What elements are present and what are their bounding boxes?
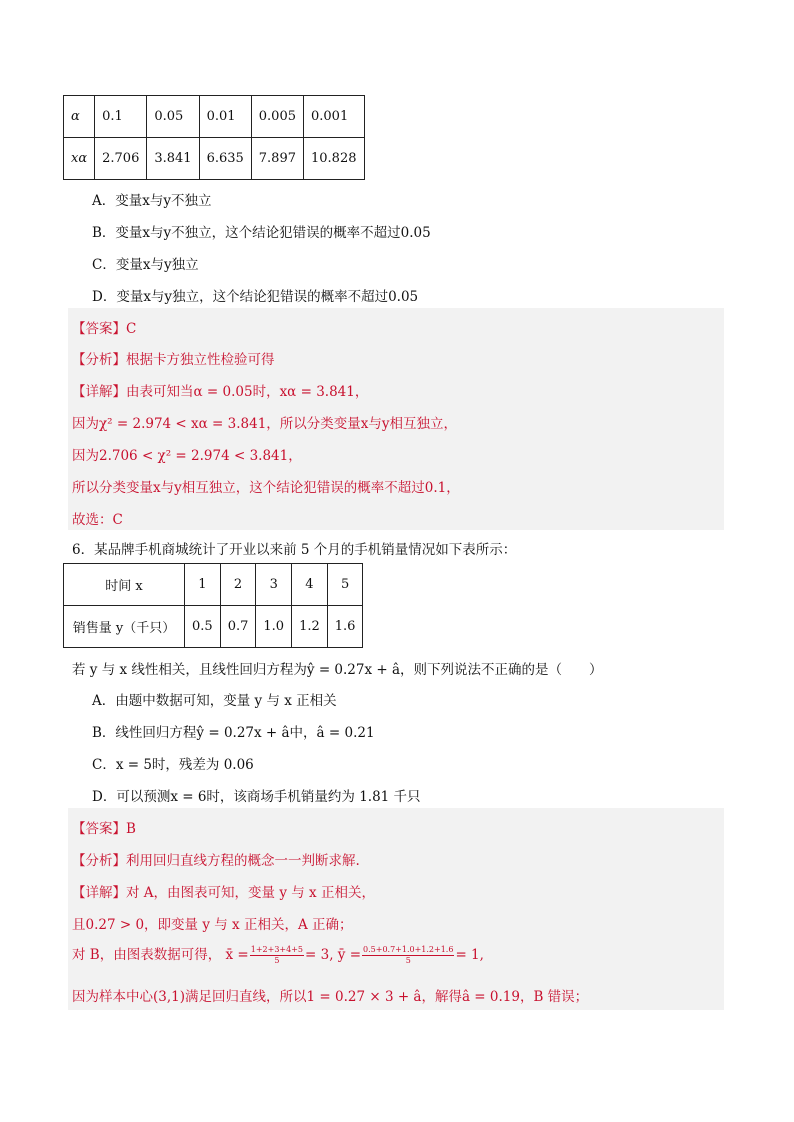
table-cell: 0.1 bbox=[95, 96, 147, 138]
option-d: D．变量x与y独立，这个结论犯错误的概率不超过0.05 bbox=[92, 289, 419, 305]
table-cell: 1.6 bbox=[327, 606, 363, 648]
answer-line: 【答案】B bbox=[72, 821, 136, 837]
option-d: D．可以预测x = 6时，该商场手机销量约为 1.81 千只 bbox=[92, 789, 421, 805]
detail-line: 因为χ² = 2.974 < xα = 3.841，所以分类变量x与y相互独立， bbox=[72, 416, 458, 432]
option-a: A．变量x与y不独立 bbox=[92, 193, 212, 209]
mean-y-label: ȳ = bbox=[337, 947, 362, 963]
option-a: A．由题中数据可知，变量 y 与 x 正相关 bbox=[92, 693, 337, 709]
table-cell: 6.635 bbox=[199, 138, 251, 180]
table-header-cell: 时间 x bbox=[64, 564, 185, 606]
table-cell: 0.5 bbox=[185, 606, 221, 648]
table-cell: 0.001 bbox=[304, 96, 365, 138]
table-header-cell: α bbox=[64, 96, 95, 138]
solution-block bbox=[68, 808, 724, 1010]
option-b: B．变量x与y不独立，这个结论犯错误的概率不超过0.05 bbox=[92, 225, 431, 241]
table-cell: 3 bbox=[256, 564, 292, 606]
analysis-line: 【分析】根据卡方独立性检验可得 bbox=[72, 352, 275, 368]
option-c: C．x = 5时，残差为 0.06 bbox=[92, 757, 254, 773]
table-header-cell: 销售量 y（千只） bbox=[64, 606, 185, 648]
table-cell: 2 bbox=[220, 564, 256, 606]
table-cell: 1.0 bbox=[256, 606, 292, 648]
table-cell: 4 bbox=[292, 564, 328, 606]
table-cell: 0.05 bbox=[147, 96, 199, 138]
mean-x-label: x̄ = bbox=[225, 947, 249, 963]
detail-line: 所以分类变量x与y相互独立，这个结论犯错误的概率不超过0.1， bbox=[72, 480, 460, 496]
table-cell: 7.897 bbox=[251, 138, 303, 180]
table-cell: 0.01 bbox=[199, 96, 251, 138]
table-cell: 10.828 bbox=[304, 138, 365, 180]
option-c: C．变量x与y独立 bbox=[92, 257, 199, 273]
conclusion-line: 故选：C bbox=[72, 512, 123, 528]
question-stem: 6．某品牌手机商城统计了开业以来前 5 个月的手机销量情况如下表所示： bbox=[72, 542, 517, 558]
table-cell: 1.2 bbox=[292, 606, 328, 648]
detail-line: 因为2.706 < χ² = 2.974 < 3.841， bbox=[72, 448, 302, 464]
table-cell: 2.706 bbox=[95, 138, 147, 180]
detail-line: 对 B，由图表数据可得， x̄ = $\frac{1+2+3+4+5}{5}$ = 3, ȳ = $\frac{0.5+0.7+1.0+1.2+1.6}{5}$ = 1, bbox=[72, 945, 484, 965]
detail-line: 【详解】由表可知当α = 0.05时，xα = 3.841， bbox=[72, 384, 369, 400]
detail-line: 且0.27 > 0，即变量 y 与 x 正相关，A 正确； bbox=[72, 917, 353, 933]
question-text: 若 y 与 x 线性相关，且线性回归方程为ŷ = 0.27x + â，则下列说法不正确的是（ ） bbox=[72, 662, 603, 678]
table-cell: 5 bbox=[327, 564, 363, 606]
option-b: B．线性回归方程ŷ = 0.27x + â中，â = 0.21 bbox=[92, 725, 375, 741]
table-cell: 3.841 bbox=[147, 138, 199, 180]
table-cell: 0.7 bbox=[220, 606, 256, 648]
table-cell: 0.005 bbox=[251, 96, 303, 138]
mean-x-fraction: $\frac{1+2+3+4+5}{5}$ bbox=[250, 945, 303, 965]
sales-table bbox=[63, 563, 363, 648]
table-cell: 1 bbox=[185, 564, 221, 606]
detail-line: 因为样本中心(3,1)满足回归直线，所以1 = 0.27 × 3 + â，解得â = 0.19，B 错误； bbox=[72, 989, 589, 1005]
analysis-line: 【分析】利用回归直线方程的概念一一判断求解. bbox=[72, 853, 360, 869]
detail-line: 【详解】对 A，由图表可知，变量 y 与 x 正相关， bbox=[72, 885, 375, 901]
critical-value-table bbox=[63, 95, 365, 180]
answer-line: 【答案】C bbox=[72, 321, 137, 337]
mean-y-fraction: $\frac{0.5+0.7+1.0+1.2+1.6}{5}$ bbox=[363, 945, 454, 965]
table-header-cell: xα bbox=[64, 138, 95, 180]
